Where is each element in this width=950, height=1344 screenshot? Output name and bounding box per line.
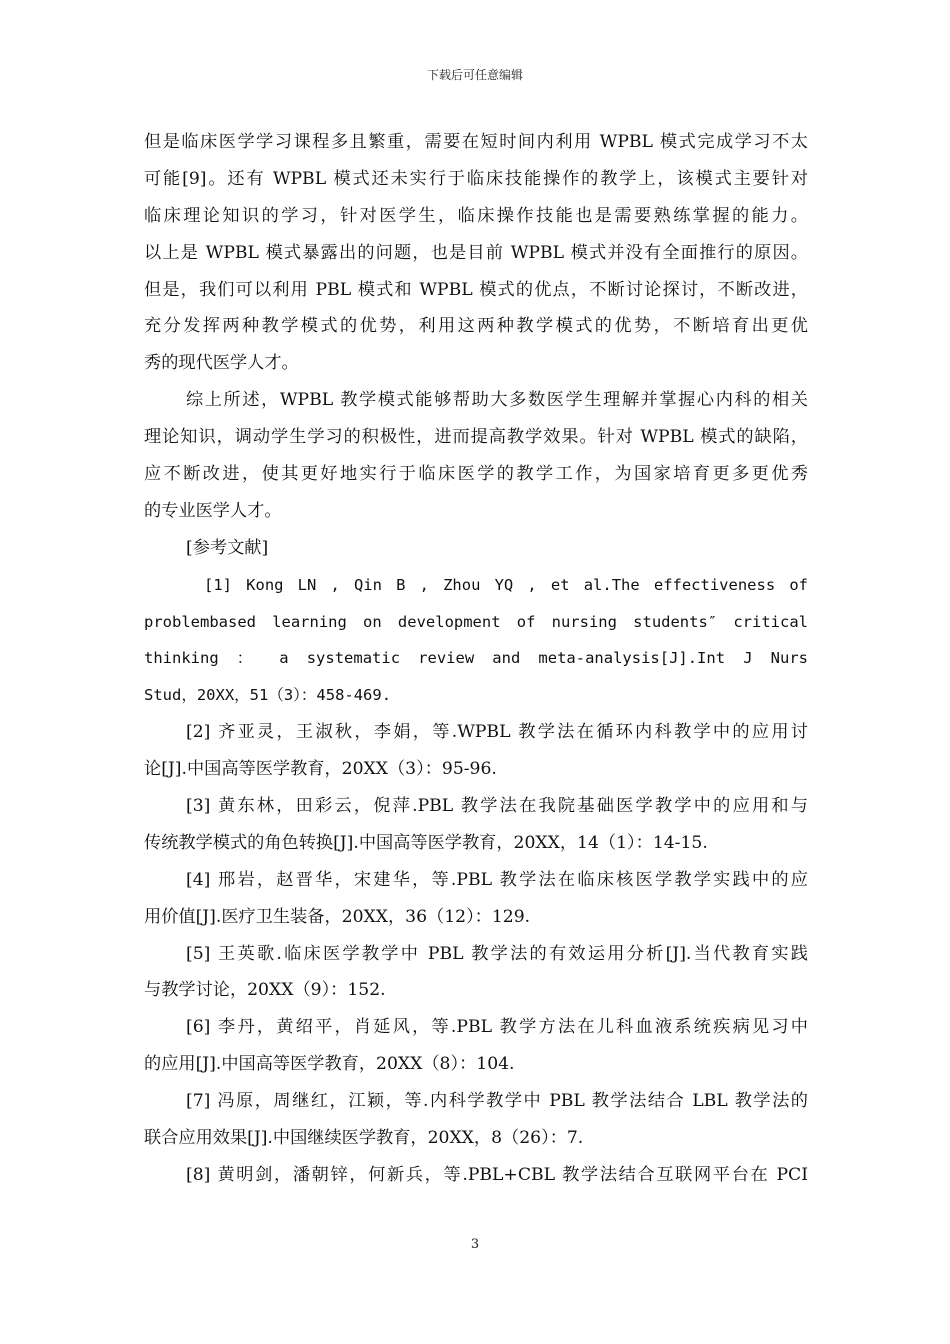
reference-item-8 [144,1157,808,1194]
reference-item-7 [144,1083,808,1157]
reference-line: 的应用[J].中国高等医学教育，20XX（8）：104. [144,1054,515,1075]
text-line: 以上是 WPBL 模式暴露出的问题，也是目前 WPBL 模式并没有全面推行的原因。 [144,242,808,263]
reference-line: [3] 黄东林，田彩云，倪萍.PBL 教学法在我院基础医学教学中的应用和与 [186,796,808,817]
text-line: 充分发挥两种教学模式的优势，利用这两种教学模式的优势，不断培育出更优 [144,316,808,337]
text-line: 应不断改进，使其更好地实行于临床医学的教学工作，为国家培育更多更优秀 [144,464,808,485]
document-body [144,124,808,1194]
reference-line: [2] 齐亚灵，王淑秋，李娟，等.WPBL 教学法在循环内科教学中的应用讨 [186,722,808,743]
reference-line: [6] 李丹，黄绍平，肖延风，等.PBL 教学方法在儿科血液系统疾病见习中 [186,1017,808,1038]
reference-line: problembased learning on development of nursing students″ critical [144,612,808,631]
reference-item-6 [144,1009,808,1083]
reference-line: [7] 冯原，周继红，江颖，等.内科学教学中 PBL 教学法结合 LBL 教学法的 [186,1091,808,1112]
reference-item-2 [144,714,808,788]
text-line: 理论知识，调动学生学习的积极性，进而提高教学效果。针对 WPBL 模式的缺陷， [144,427,808,448]
reference-line: [8] 黄明剑，潘朝锌，何新兵，等.PBL+CBL 教学法结合互联网平台在 PCI [186,1164,808,1185]
reference-line: 与教学讨论，20XX（9）：152. [144,980,386,1001]
reference-line: 传统教学模式的角色转换[J].中国高等医学教育，20XX，14（1）：14-15. [144,832,708,853]
paragraph-wpbl-problems [144,124,808,382]
text-line: 的专业医学人才。 [144,500,282,521]
reference-line: 联合应用效果[J].中国继续医学教育，20XX，8（26）：7. [144,1128,584,1149]
reference-line: thinking ： a systematic review and meta-analysis[J].Int J Nurs [144,649,808,668]
text-line: 但是，我们可以利用 PBL 模式和 WPBL 模式的优点，不断讨论探讨，不断改进， [144,279,808,300]
text-line: 综上所述，WPBL 教学模式能够帮助大多数医学生理解并掌握心内科的相关 [186,390,808,411]
text-line: 临床理论知识的学习，针对医学生，临床操作技能也是需要熟练掌握的能力。 [144,205,808,226]
page-number: 3 [470,1237,480,1252]
text-line: 秀的现代医学人才。 [144,353,299,374]
reference-item-3 [144,788,808,862]
paragraph-conclusion [144,382,808,530]
references-heading: [参考文献] [186,537,269,558]
reference-item-5 [144,936,808,1010]
text-line: 可能[9]。还有 WPBL 模式还未实行于临床技能操作的教学上，该模式主要针对 [144,168,808,189]
reference-line: [5] 王英歌.临床医学教学中 PBL 教学法的有效运用分析[J].当代教育实践 [186,943,808,964]
reference-line: Stud，20XX，51（3）：458-469. [144,686,392,705]
reference-line: [1] Kong LN , Qin B , Zhou YQ , et al.The effectiveness of [204,575,808,594]
page-header: 下载后可任意编辑 [426,68,523,82]
reference-line: [4] 邢岩，赵晋华，宋建华，等.PBL 教学法在临床核医学教学实践中的应 [186,869,808,890]
reference-line: 用价值[J].医疗卫生装备，20XX，36（12）：129. [144,906,531,927]
reference-item-1 [144,567,808,715]
text-line: 但是临床医学学习课程多且繁重，需要在短时间内利用 WPBL 模式完成学习不太 [144,132,808,152]
reference-item-4 [144,862,808,936]
reference-line: 论[J].中国高等医学教育，20XX（3）：95-96. [144,759,497,780]
